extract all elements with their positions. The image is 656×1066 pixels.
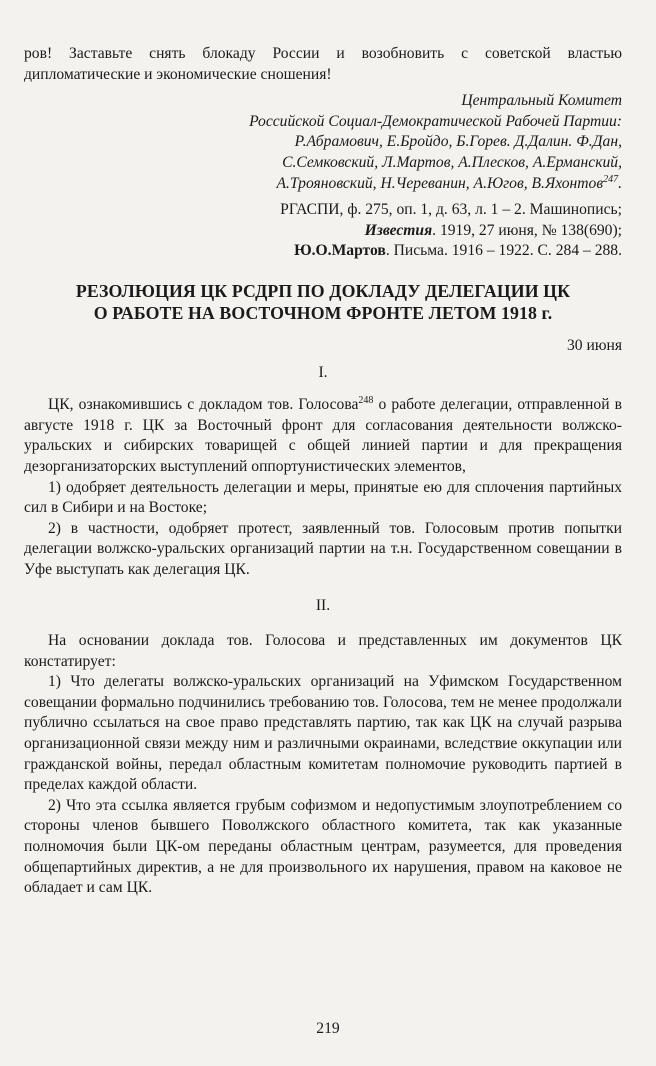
signature-names-line1: Р.Абрамович, Е.Бройдо, Б.Горев. Д.Далин. Ф.Дан,: [294, 133, 622, 151]
resolution-title: [24, 280, 622, 324]
paragraph-1-rest: о работе делегации, отправленной в августе 1918 г. ЦК за Восточный фронт для согласования деятельности волжско-уральских и сибирских товарищей с общей линией партии и для прекращения дезорганизаторских выступлений оппортунистических элементов,: [24, 396, 622, 475]
source-line2: [24, 221, 622, 242]
source-izvestia: Известия: [364, 221, 433, 239]
source-line2-rest: . 1919, 27 июня, № 138(690);: [432, 221, 622, 239]
signature-org-line1: Центральный Комитет: [461, 92, 622, 110]
paragraph-2: На основании доклада тов. Голосова и представленных им документов ЦК констатирует:: [24, 632, 622, 670]
carry-over-text: ров! Заставьте снять блокаду России и возобновить с советской властью дипломатические и экономические сношения!: [24, 45, 622, 83]
source-martov: Ю.О.Мартов: [294, 242, 386, 260]
item-4: 2) Что эта ссылка является грубым софизмом и недопустимым злоупотреблением со стороны членов бывшего Поволжского областного комитета, так как указанные полномочия были ЦК-ом переданы областным центрам, разумеется, для проведения общепартийных директив, а не для произвольного их нарушения, правом на каковое не обладает и сам ЦК.: [24, 796, 622, 897]
source-line3: [24, 241, 622, 262]
item-2: 2) в частности, одобряет протест, заявленный тов. Голосовым против попытки делегации волжско-уральских организаций партии на т.н. Государственном совещании в Уфе выступать как делегация ЦК.: [24, 519, 622, 578]
section-heading-2: II.: [315, 597, 331, 615]
signature-names-end: .: [618, 174, 622, 192]
footnote-ref-247: 247: [603, 173, 619, 185]
signature-names-text: А.Трояновский, Н.Череванин, А.Югов, В.Яхонтов: [276, 174, 604, 192]
page-number: 219: [316, 1020, 340, 1037]
signature-block: [24, 91, 622, 194]
source-line3-rest: . Письма. 1916 – 1922. С. 284 – 288.: [385, 242, 622, 260]
section-heading-1: I.: [318, 363, 328, 381]
paragraph-1: [24, 395, 622, 477]
item-1: 1) одобряет деятельность делегации и меры, принятые ею для сплочения партийных сил в Сибири и на Востоке;: [24, 478, 622, 517]
footnote-ref-248: 248: [358, 394, 374, 406]
resolution-title-line1: РЕЗОЛЮЦИЯ ЦК РСДРП ПО ДОКЛАДУ ДЕЛЕГАЦИИ ЦК: [75, 280, 571, 301]
signature-names-line3: [24, 174, 622, 195]
source-block: [24, 200, 622, 262]
paragraph-1-start: ЦК, ознакомившись с докладом тов. Голосова: [48, 396, 359, 414]
resolution-title-line2: О РАБОТЕ НА ВОСТОЧНОМ ФРОНТЕ ЛЕТОМ 1918 г.: [93, 302, 553, 323]
item-3: 1) Что делегаты волжско-уральских организаций на Уфимском Государственном совещании формально подчинились требованию тов. Голосова, тем не менее продолжали публично ссылаться на свое право представлять партию, так как ЦК на случай разрыва организационной связи между ним и различными окраинами, вследствие оккупации или гражданской войны, передал областным комитетам полномочие руководить партией в пределах каждой области.: [24, 673, 622, 794]
document-page: [24, 44, 622, 899]
signature-names-line2: С.Семковский, Л.Мартов, А.Плесков, А.Ерманский,: [282, 153, 622, 171]
source-line1: РГАСПИ, ф. 275, оп. 1, д. 63, л. 1 – 2. Машинопись;: [280, 201, 622, 219]
resolution-date: 30 июня: [566, 336, 622, 354]
signature-org-line2: Российской Социал-Демократической Рабочей Партии:: [249, 112, 622, 130]
